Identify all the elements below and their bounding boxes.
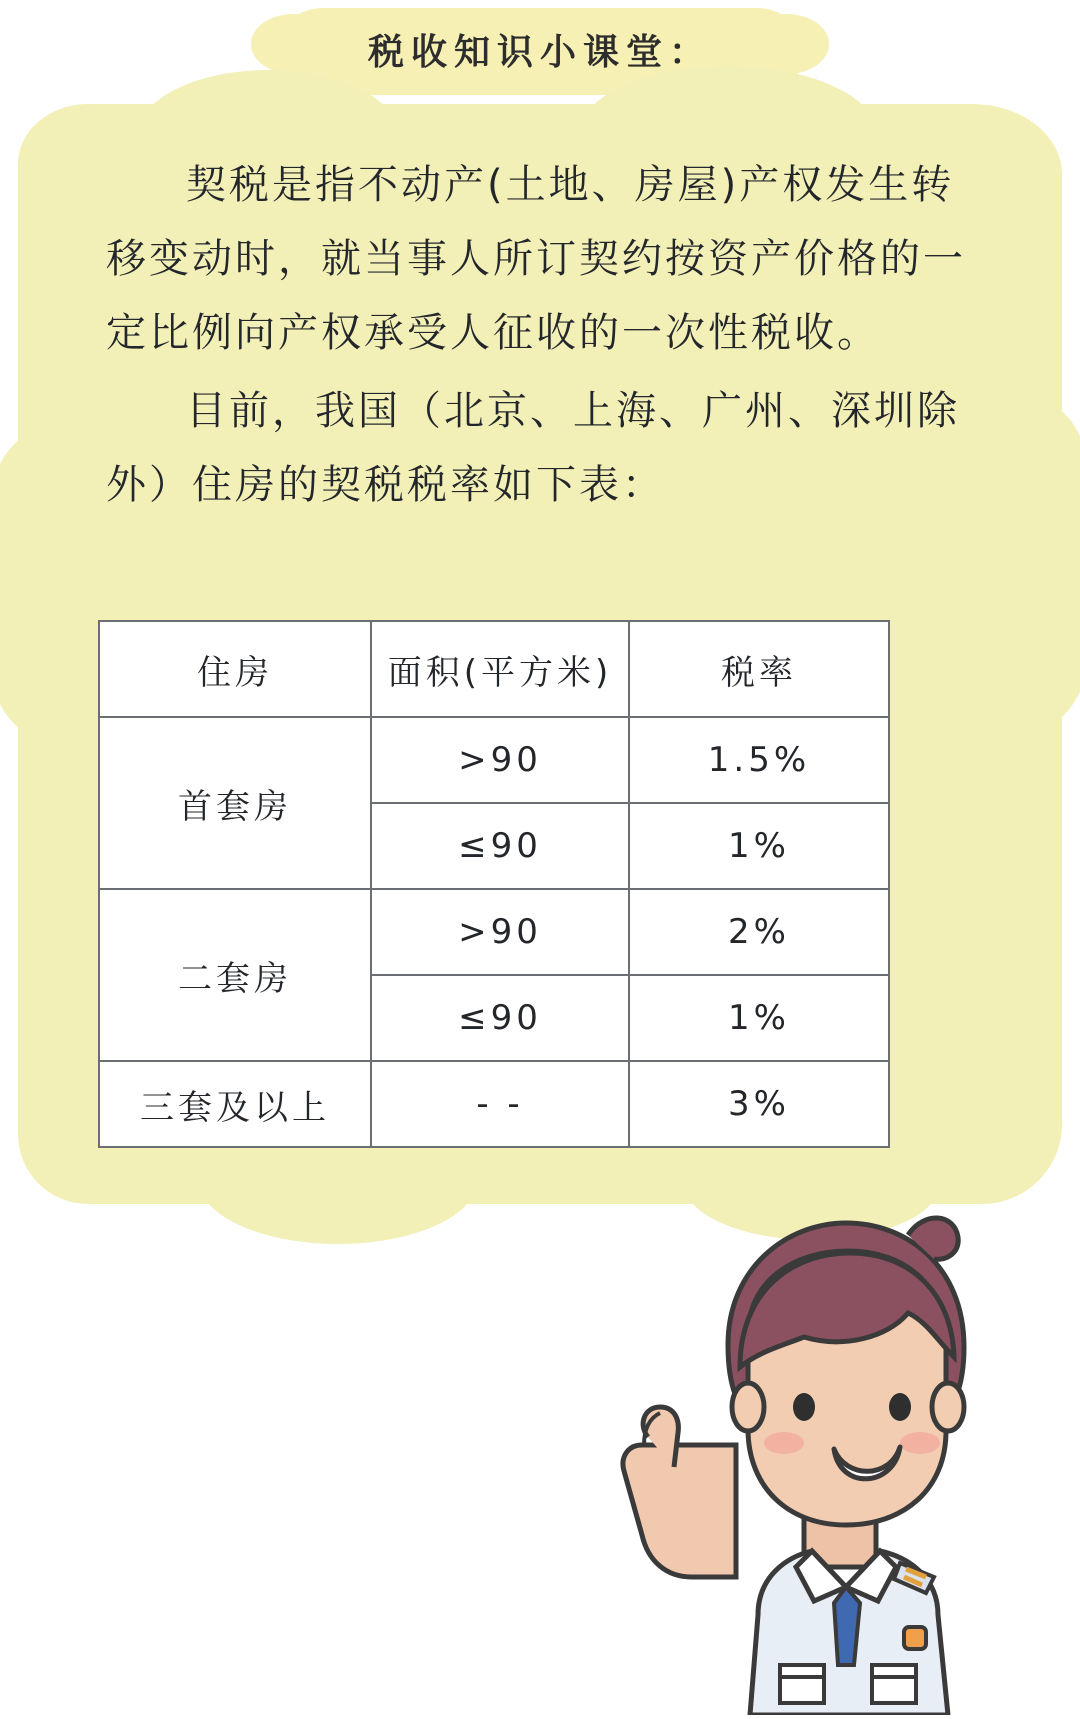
- page-title: 税收知识小课堂：: [367, 32, 712, 73]
- table-header-row: [99, 621, 889, 717]
- cell-rate: 2%: [629, 889, 889, 975]
- table-row: [99, 1061, 889, 1147]
- cell-rate: 1.5%: [629, 717, 889, 803]
- cell-rate: 1%: [629, 803, 889, 889]
- table-row: [99, 889, 889, 975]
- cell-area: ≤90: [371, 975, 629, 1061]
- tax-officer-character-icon: [608, 1195, 1028, 1715]
- column-header-house: 住房: [99, 621, 371, 717]
- table-row: [99, 717, 889, 803]
- cell-area: >90: [371, 889, 629, 975]
- paragraph-definition: 契税是指不动产(土地、房屋)产权发生转移变动时，就当事人所订契约按资产价格的一定比例向产权承受人征收的一次性税收。: [106, 162, 966, 356]
- title-banner: [0, 8, 1080, 95]
- paragraph-rates-intro: 目前，我国（北京、上海、广州、深圳除外）住房的契税税率如下表：: [106, 388, 960, 508]
- cell-area: - -: [371, 1061, 629, 1147]
- card-edge-decor: [984, 404, 1080, 724]
- cell-area: >90: [371, 717, 629, 803]
- cell-house-third: 三套及以上: [99, 1061, 371, 1147]
- tax-rate-table: [98, 620, 888, 1148]
- cell-house-first: 首套房: [99, 717, 371, 889]
- content-card: [18, 104, 1062, 1204]
- cell-rate: 1%: [629, 975, 889, 1061]
- column-header-rate: 税率: [629, 621, 889, 717]
- cell-rate: 3%: [629, 1061, 889, 1147]
- cell-house-second: 二套房: [99, 889, 371, 1061]
- body-text: [106, 148, 986, 526]
- cell-area: ≤90: [371, 803, 629, 889]
- card-edge-decor: [0, 434, 96, 734]
- column-header-area: 面积(平方米): [371, 621, 629, 717]
